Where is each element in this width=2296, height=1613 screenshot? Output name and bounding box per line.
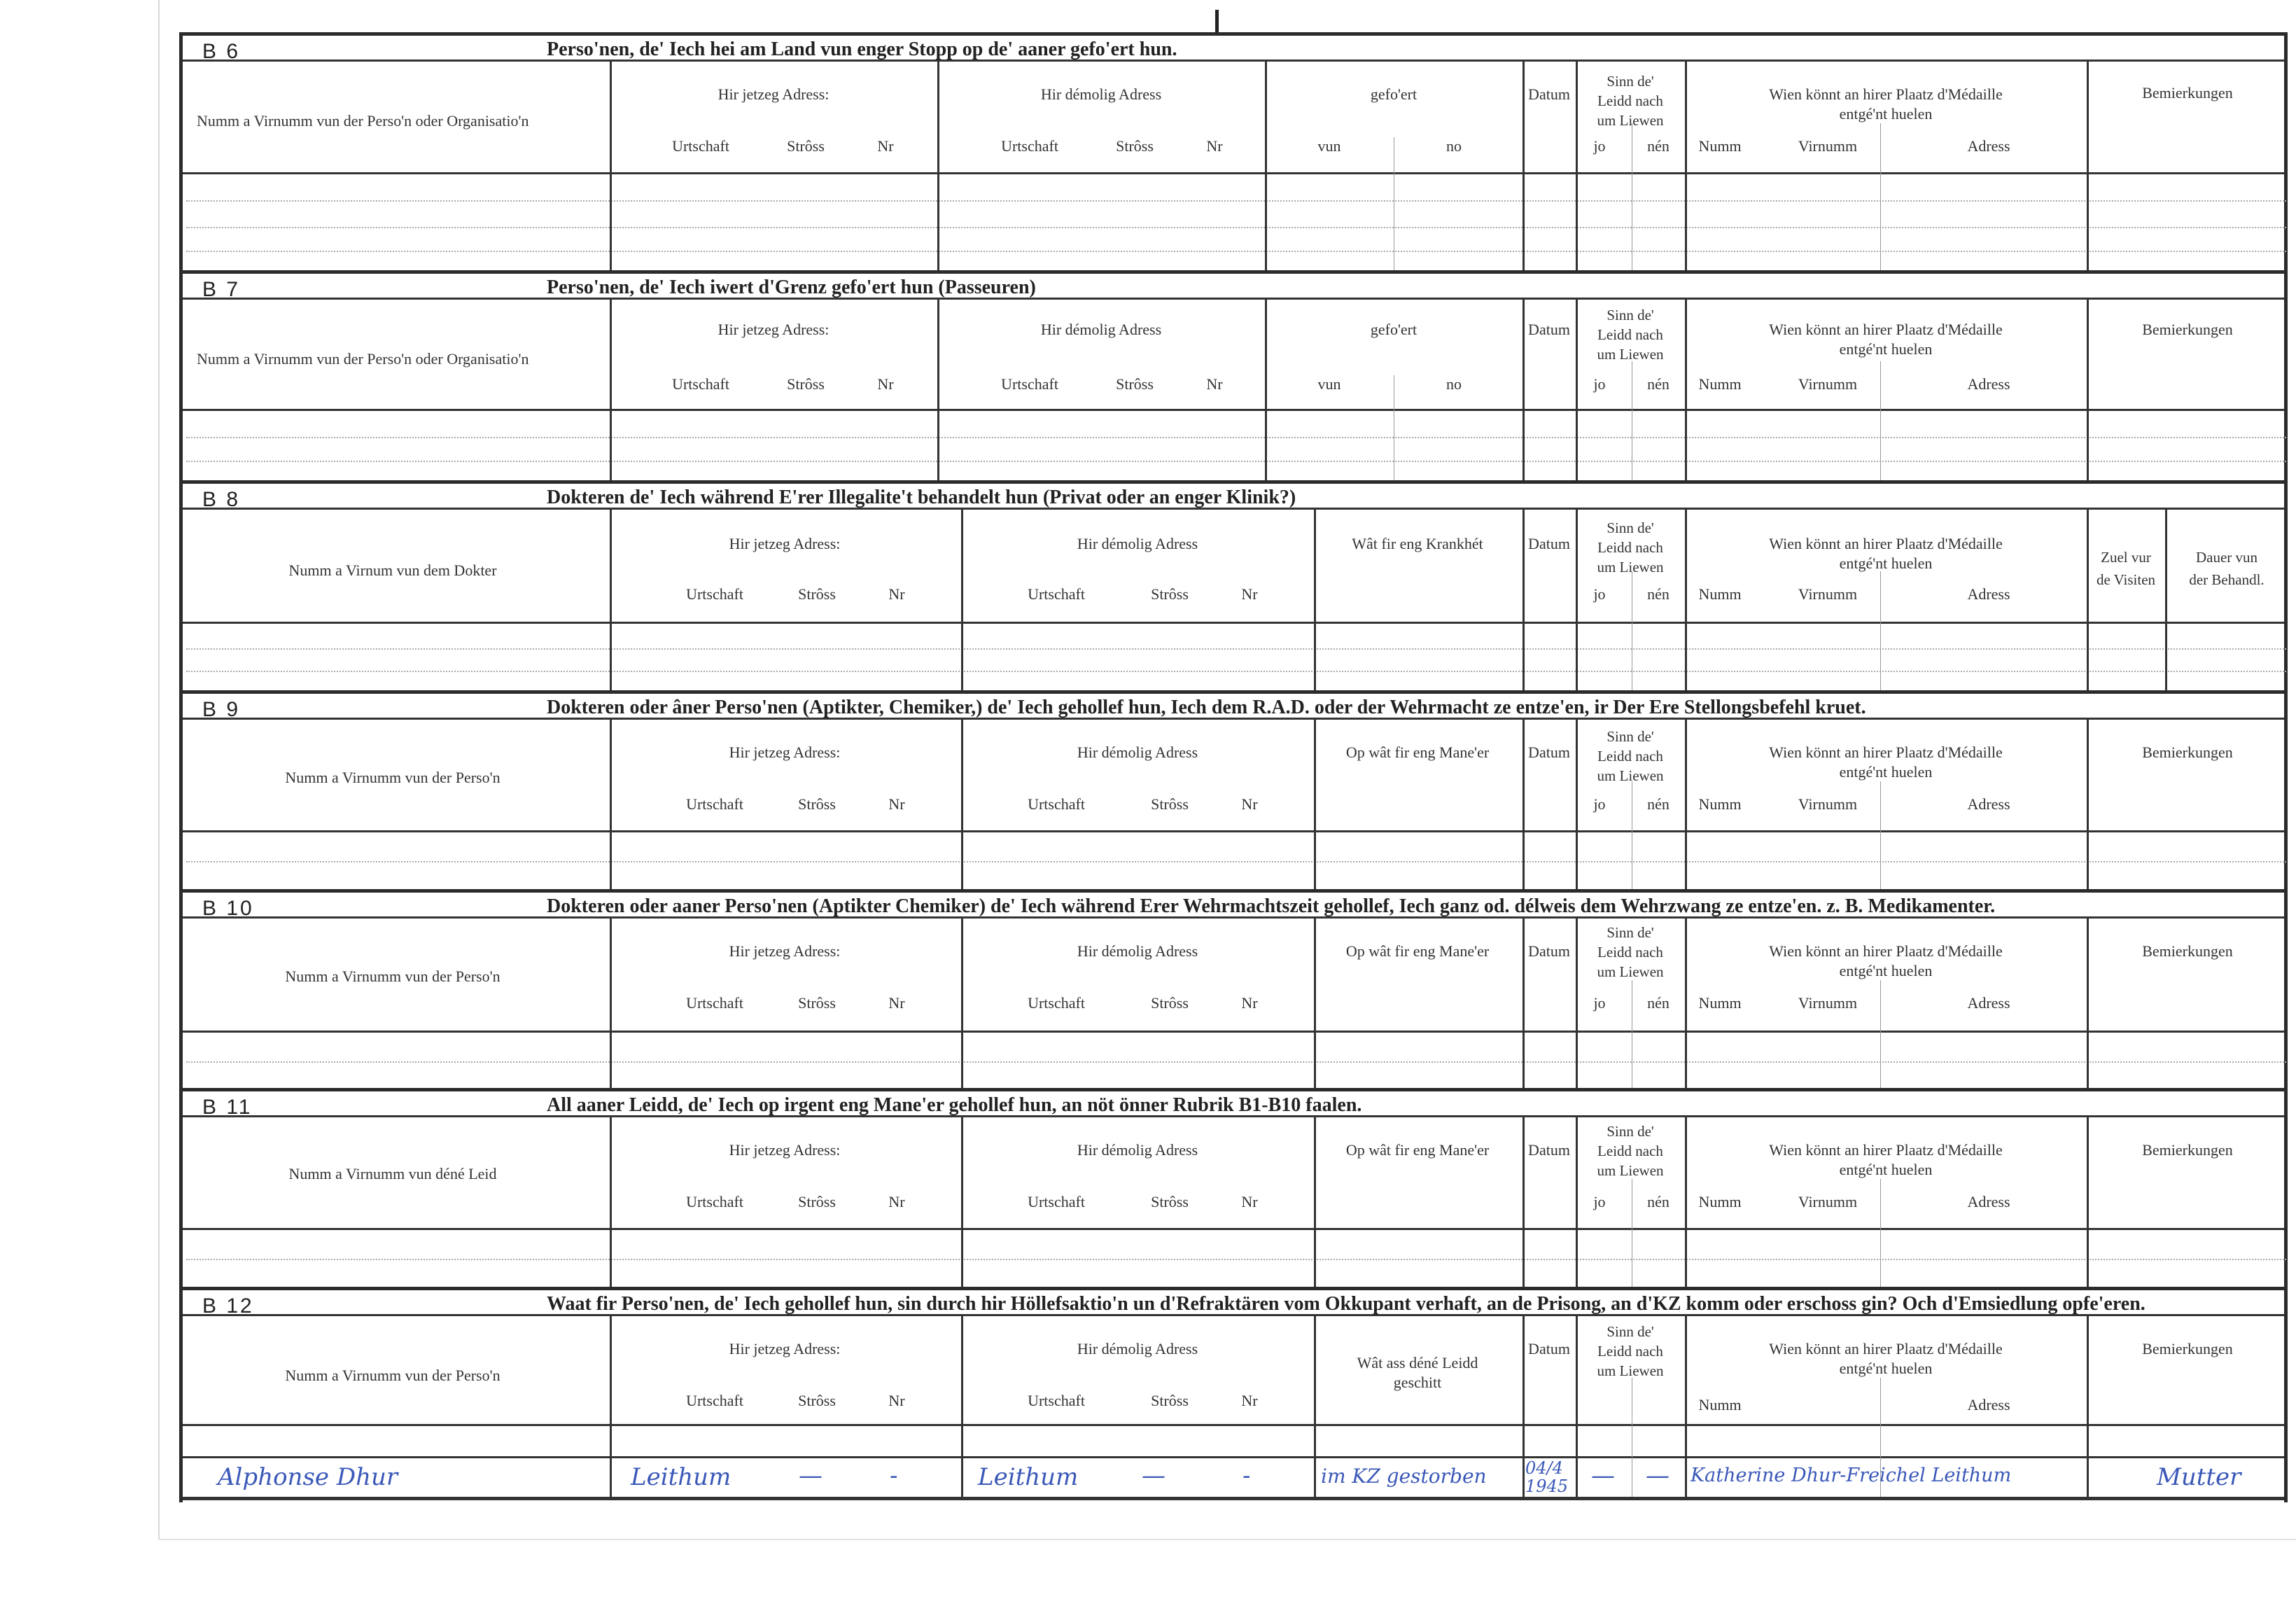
column-medal-line1: Wien könnt an hirer Plaatz d'Médaille [1769,1340,2003,1357]
column-alive-line1: Sinn de' [1606,1123,1654,1140]
section-code: B 8 [202,488,241,511]
sub-adress: Adress [1967,585,2010,603]
sub-urtschaft: Urtschaft [1001,375,1058,393]
column-medal-line1: Wien könnt an hirer Plaatz d'Médaille [1769,85,2003,103]
column-duration-line1: Dauer vun [2195,549,2258,566]
column-current-address: Hir jetzeg Adress: [729,1141,841,1159]
column-duration-line2: der Behandl. [2189,571,2264,588]
section-header [183,690,2284,720]
column-manner: Op wât fir eng Mane'er [1345,743,1490,761]
column-medal-line1: Wien könnt an hirer Plaatz d'Médaille [1769,743,2003,761]
column-datum: Datum [1528,85,1570,103]
section-title: Perso'nen, de' Iech iwert d'Grenz gefo'ert hun (Passeuren) [547,277,1036,298]
section-b9 [183,690,2284,889]
column-remarks: Bemierkungen [2142,321,2233,338]
sub-urtschaft: Urtschaft [1028,994,1085,1012]
sub-stross: Strôss [1116,375,1154,393]
column-current-address: Hir jetzeg Adress: [718,321,830,338]
column-medal-line1: Wien könnt an hirer Plaatz d'Médaille [1769,535,2003,552]
entry-person-name: Alphonse Dhur [218,1463,398,1491]
sub-nen: nén [1647,795,1670,813]
sub-stross: Strôss [1116,137,1154,155]
sub-jo: jo [1593,1193,1606,1210]
entry-alive-yes: — [1591,1462,1615,1490]
section-title: Perso'nen, de' Iech hei am Land vun enger Stopp op de' aaner gefo'ert hun. [547,39,1177,60]
column-alive-line2: Leidd nach [1597,1343,1663,1360]
sub-nr: Nr [888,994,905,1012]
column-name-header: Numm a Virnum vun dem Dokter [288,561,497,579]
column-manner: Op wât fir eng Mane'er [1345,1141,1490,1159]
column-alive-line3: um Liewen [1597,1362,1664,1379]
sub-nr: Nr [1241,1392,1258,1409]
sub-stross: Strôss [787,137,825,155]
sub-urtschaft: Urtschaft [686,585,743,603]
sub-nen: nén [1647,585,1670,603]
column-datum: Datum [1528,942,1570,960]
column-datum: Datum [1528,743,1570,761]
column-visits-line1: Zuel vur [2101,549,2151,566]
section-code: B 10 [202,897,254,920]
column-medal-line2: entgé'nt huelen [1839,105,1933,123]
section-header [183,1088,2284,1117]
section-code: B 11 [202,1096,253,1119]
sub-numm: Numm [1698,137,1742,155]
sub-urtschaft: Urtschaft [672,137,729,155]
column-alive-line2: Leidd nach [1597,326,1663,343]
sub-urtschaft: Urtschaft [686,1193,743,1210]
column-alive-line2: Leidd nach [1597,748,1663,764]
column-remarks: Bemierkungen [2142,1340,2233,1357]
section-title: Dokteren de' Iech während E'rer Illegalite't behandelt hun (Privat oder an enger Klinik?) [547,487,1296,508]
sub-nr: Nr [888,1392,905,1409]
entry-former-nr: - [1242,1462,1251,1490]
column-former-address: Hir démolig Adress [1077,942,1198,960]
entry-current-place: Leithum [631,1463,732,1491]
sub-numm: Numm [1698,994,1742,1012]
column-name-header: Numm a Virnumm vun der Perso'n [285,1367,500,1384]
column-datum: Datum [1528,535,1570,552]
sub-stross: Strôss [1151,994,1189,1012]
column-alive-line2: Leidd nach [1597,944,1663,961]
entry-date: 04/4 1945 [1525,1458,1569,1496]
column-current-address: Hir jetzeg Adress: [729,1340,841,1357]
column-former-address: Hir démolig Adress [1077,1141,1198,1159]
entry-former-place: Leithum [978,1463,1079,1491]
column-alive-line2: Leidd nach [1597,92,1663,109]
sub-jo: jo [1593,585,1606,603]
sub-vun: vun [1317,375,1341,393]
column-visits-line2: de Visiten [2096,571,2156,588]
entry-alive-no: — [1646,1462,1670,1490]
column-alive-line3: um Liewen [1597,767,1664,784]
section-code: B 6 [202,40,241,63]
column-remarks: Bemierkungen [2142,942,2233,960]
sub-nr: Nr [877,137,894,155]
section-title: Waat fir Perso'nen, de' Iech gehollef hun, sin durch hir Höllefsaktio'n un d'Refraktären vom Okkupant verhaft, an de Prisong, an d'KZ komm oder erschoss gin? Och d'Emsiedlung opfe'eren. [547,1293,2146,1315]
sub-nr: Nr [888,585,905,603]
sub-adress: Adress [1967,375,2010,393]
sub-numm: Numm [1698,795,1742,813]
column-gefoert: gefo'ert [1370,85,1418,103]
sub-urtschaft: Urtschaft [1028,1392,1085,1409]
sub-virnumm: Virnumm [1798,795,1858,813]
section-header [183,270,2284,300]
column-alive-line1: Sinn de' [1606,73,1654,90]
sub-stross: Strôss [798,1193,836,1210]
sub-stross: Strôss [1151,1392,1189,1409]
sub-no: no [1446,375,1462,393]
column-alive-line1: Sinn de' [1606,728,1654,745]
section-header [183,480,2284,510]
registration-mark [1215,10,1219,34]
column-remarks: Bemierkungen [2142,84,2233,102]
section-header [183,32,2284,62]
sub-stross: Strôss [798,795,836,813]
sub-numm: Numm [1698,375,1742,393]
section-b8 [183,480,2284,690]
column-alive-line1: Sinn de' [1606,924,1654,941]
section-header [183,889,2284,919]
sub-urtschaft: Urtschaft [686,994,743,1012]
column-medal-line2: entgé'nt huelen [1839,554,1933,572]
column-alive-line3: um Liewen [1597,963,1664,980]
column-name-header: Numm a Virnumm vun déné Leid [288,1165,497,1182]
sub-nen: nén [1647,1193,1670,1210]
column-alive-line1: Sinn de' [1606,307,1654,323]
page-bottom-edge [158,1539,2296,1540]
column-current-address: Hir jetzeg Adress: [729,743,841,761]
column-current-address: Hir jetzeg Adress: [729,942,841,960]
column-alive-line3: um Liewen [1597,346,1664,363]
section-b6 [183,32,2284,270]
sub-vun: vun [1317,137,1341,155]
section-header [183,1287,2284,1316]
section-code: B 7 [202,278,241,301]
sub-urtschaft: Urtschaft [1028,585,1085,603]
entry-current-nr: - [890,1462,898,1490]
column-remarks: Bemierkungen [2142,743,2233,761]
section-b7 [183,270,2284,480]
sub-urtschaft: Urtschaft [686,795,743,813]
sub-stross: Strôss [798,994,836,1012]
column-alive-line1: Sinn de' [1606,1323,1654,1340]
column-what-happened-line1: Wât ass déné Leidd [1357,1354,1478,1371]
column-name-header: Numm a Virnumm vun der Perso'n [285,769,500,786]
sub-adress: Adress [1967,137,2010,155]
sub-urtschaft: Urtschaft [1001,137,1058,155]
sub-jo: jo [1593,137,1606,155]
sub-no: no [1446,137,1462,155]
section-code: B 12 [202,1294,254,1318]
column-medal-line2: entgé'nt huelen [1839,1161,1933,1178]
sub-adress: Adress [1967,994,2010,1012]
column-gefoert: gefo'ert [1370,321,1418,338]
sub-stross: Strôss [798,585,836,603]
sub-stross: Strôss [1151,585,1189,603]
column-medal-line2: entgé'nt huelen [1839,962,1933,979]
column-medal-line1: Wien könnt an hirer Plaatz d'Médaille [1769,942,2003,960]
sub-urtschaft: Urtschaft [1028,1193,1085,1210]
sub-virnumm: Virnumm [1798,994,1858,1012]
column-former-address: Hir démolig Adress [1040,321,1162,338]
sub-numm: Numm [1698,1396,1742,1413]
entry-what-happened: im KZ gestorben [1321,1465,1487,1488]
column-medal-line2: entgé'nt huelen [1839,1360,1933,1377]
sub-nen: nén [1647,994,1670,1012]
column-datum: Datum [1528,1340,1570,1357]
column-former-address: Hir démolig Adress [1077,743,1198,761]
column-medal-line2: entgé'nt huelen [1839,340,1933,358]
page-edge [158,0,160,1540]
sub-adress: Adress [1967,1193,2010,1210]
section-b12 [183,1287,2284,1502]
sub-urtschaft: Urtschaft [1028,795,1085,813]
sub-nr: Nr [1241,994,1258,1012]
section-b10 [183,889,2284,1088]
column-illness: Wât fir eng Krankhét [1352,535,1483,552]
sub-stross: Strôss [1151,1193,1189,1210]
sub-nr: Nr [877,375,894,393]
sub-adress: Adress [1967,795,2010,813]
sub-virnumm: Virnumm [1798,585,1858,603]
sub-urtschaft: Urtschaft [686,1392,743,1409]
column-current-address: Hir jetzeg Adress: [729,535,841,552]
column-alive-line3: um Liewen [1597,559,1664,575]
column-alive-line2: Leidd nach [1597,1143,1663,1159]
sub-stross: Strôss [787,375,825,393]
column-alive-line1: Sinn de' [1606,519,1654,536]
sub-jo: jo [1593,994,1606,1012]
column-name-header: Numm a Virnumm vun der Perso'n oder Organisatio'n [197,350,529,368]
sub-nr: Nr [1206,375,1223,393]
sub-nr: Nr [1206,137,1223,155]
column-alive-line2: Leidd nach [1597,539,1663,556]
sub-jo: jo [1593,375,1606,393]
column-name-header: Numm a Virnumm vun der Perso'n oder Organisatio'n [197,112,529,130]
section-title: Dokteren oder âner Perso'nen (Aptikter, Chemiker,) de' Iech gehollef hun, Iech dem R.A.D. oder der Wehrmacht ze entze'en, ir Der Ere Stellongsbefehl kruet. [547,697,1866,718]
column-name-header: Numm a Virnumm vun der Perso'n [285,968,500,985]
column-manner: Op wât fir eng Mane'er [1345,942,1490,960]
column-datum: Datum [1528,1141,1570,1159]
sub-virnumm: Virnumm [1798,1193,1858,1210]
entry-current-street: — [799,1462,822,1490]
sub-jo: jo [1593,795,1606,813]
sub-virnumm: Virnumm [1798,375,1858,393]
column-current-address: Hir jetzeg Adress: [718,85,830,103]
column-alive-line3: um Liewen [1597,1162,1664,1179]
column-former-address: Hir démolig Adress [1040,85,1162,103]
sub-nr: Nr [1241,1193,1258,1210]
section-title: Dokteren oder aaner Perso'nen (Aptikter Chemiker) de' Iech während Erer Wehrmachtszeit gehollef, Iech ganz od. délweis dem Wehrzwang ze entze'en. z. B. Medikamenter. [547,895,1996,917]
sub-nen: nén [1647,137,1670,155]
sub-nen: nén [1647,375,1670,393]
form-sheet [179,32,2288,1502]
entry-remarks: Mutter [2157,1463,2241,1491]
sub-nr: Nr [888,795,905,813]
sub-adress: Adress [1967,1396,2010,1413]
entry-medal-recipient: Katherine Dhur-Freichel Leithum [1690,1465,2012,1486]
sub-numm: Numm [1698,1193,1742,1210]
column-medal-line1: Wien könnt an hirer Plaatz d'Médaille [1769,1141,2003,1159]
sub-virnumm: Virnumm [1798,137,1858,155]
section-b11 [183,1088,2284,1287]
section-code: B 9 [202,698,241,721]
entry-former-street: — [1142,1462,1166,1490]
column-medal-line2: entgé'nt huelen [1839,763,1933,781]
sub-nr: Nr [888,1193,905,1210]
column-alive-line3: um Liewen [1597,112,1664,129]
column-datum: Datum [1528,321,1570,338]
section-title: All aaner Leidd, de' Iech op irgent eng Mane'er gehollef hun, an nöt önner Rubrik B1-B10 faalen. [547,1094,1362,1116]
sub-urtschaft: Urtschaft [672,375,729,393]
sub-nr: Nr [1241,795,1258,813]
sub-stross: Strôss [798,1392,836,1409]
column-what-happened-line2: geschitt [1393,1374,1442,1391]
column-remarks: Bemierkungen [2142,1141,2233,1159]
column-former-address: Hir démolig Adress [1077,535,1198,552]
column-medal-line1: Wien könnt an hirer Plaatz d'Médaille [1769,321,2003,338]
sub-nr: Nr [1241,585,1258,603]
column-former-address: Hir démolig Adress [1077,1340,1198,1357]
sub-numm: Numm [1698,585,1742,603]
sub-stross: Strôss [1151,795,1189,813]
